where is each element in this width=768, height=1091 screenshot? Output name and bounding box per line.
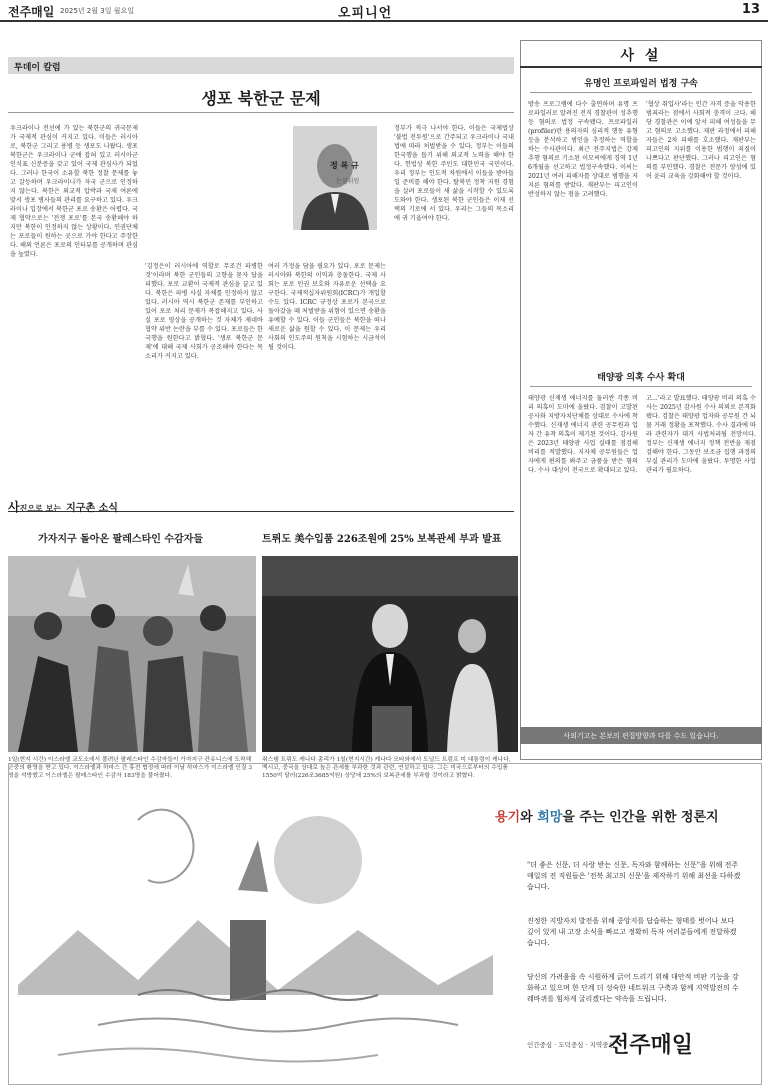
column-body-3 <box>268 262 386 488</box>
photo-title-1: 가자지구 돌아온 팔레스타인 수감자들 <box>38 534 204 545</box>
column-title: 생포 북한군 문제 <box>201 89 321 108</box>
ad-paragraph-3: 당신의 가려움을 속 시원하게 긁어 드리기 위해 대안적 비판 기능을 강화하고 있으며 한 단계 더 성숙한 네트워크 구축과 함께 지역발전의 수레바퀴를 힘차게 굴리겠다는 약속을 드립니다. <box>527 973 739 1003</box>
column-body-1 <box>10 124 138 489</box>
photo-news-initial: 사 <box>8 500 20 514</box>
column-text-2: '김정은이 러시아에 역할로 무조건 파병한 것'이라며 북한 군인들의 고향을 묻자 답을 피했다. 포로 교환이 국제적 관심을 끌고 있다. 북한은 파병 사실 자체를 인정하지 않고 있다. 러시아 역시 북한군 존재를 부인하고 있어 포로 처리 문제가 복잡해지고 있다. 사실 포로 영상을 공개하는 것 자체가 제네바 협약 위반 논란을 부를 수 있다. 포로들은 한국행을 원한다고 밝혔다. '생포 북한군 문제'에 대해 국제 사회가 공조해야 한다는 목소리가 커지고 있다. <box>145 263 263 360</box>
section-title: 오피니언 <box>338 6 393 21</box>
editorial-body-1a <box>528 100 638 340</box>
editorial-text-1a: 방송 프로그램에 다수 출연하며 유명 프로파일러로 알려진 전직 경찰관이 성추행 등 혐의로 법정 구속됐다. 프로파일러(profiler)란 용의자의 심리적 행동 유형 등을 분석하고 범인을 추정하는 역할을 하는 수사관이다. 최근 전주지법은 강제추행 혐의로 기소된 이모씨에게 징역 1년 6개월을 선고하고 법정구속했다. 이씨는 2021년 여러 피해자를 상대로 범행을 저지른 혐의를 받았다. 재판부는 피고인이 반성하지 않는 점을 고려했다. <box>528 101 638 198</box>
column-tag: 투데이 칼럼 <box>8 57 514 74</box>
photo-caption-2: 쥐스탱 트뤼도 캐나다 총리가 1일(현지시간) 캐나다 오타와에서 도널드 트럼프 미 대통령이 캐나다, 멕시코, 중국을 상대로 높은 관세를 부과한 것과 관련, 연설하고 있다. 그는 미국으로부터의 수입품 1550억 달러(226조3685억원) 상당에 25%의 보복관세를 부과할 것이라고 밝혔다. <box>262 757 511 779</box>
editorial-header: 사 설 <box>520 40 762 68</box>
author-photo <box>293 126 377 230</box>
ad-title <box>495 806 719 825</box>
page-number: 13 <box>741 2 760 17</box>
disclaimer-notice: 사외기고는 본보의 편집방향과 다를 수도 있습니다. <box>520 727 762 744</box>
ad-illustration <box>18 780 493 1080</box>
editorial-title-2: 태양광 의혹 수사 확대 <box>597 373 685 383</box>
issue-date: 2025년 2월 3일 월요일 <box>60 7 134 15</box>
column-text-3: 여러 가정을 담을 필요가 있다. 포로 문제는 러시아와 북한의 이익과 충돌한다. 국제 사회는 포로 인권 보호와 자유로운 선택을 요구한다. 국제적십자위원회(ICRC)가 개입할 수도 있다. ICRC 규정상 포로가 본국으로 돌아갔을 때 처벌받을 위험이 있으면 송환을 유예할 수 있다. 이들 군인들은 북한을 떠나 새로운 삶을 원할 수 있다. 이 문제는 우리 사회의 인도주의 원칙을 시험하는 시금석이 될 것이다. <box>268 263 386 351</box>
ad-title-rest: 을 주는 인간을 위한 정론지 <box>562 810 719 825</box>
editorial-body-2a <box>528 394 638 714</box>
editorial-text-2a: 태양광 신재생 에너지를 둘러싼 각종 비리 의혹이 도마에 올랐다. 검찰이 고발된 공사와 지방자치단체를 상대로 수사에 착수했다. 신재생 에너지 관련 공무원과 업자 간 유착 의혹이 제기된 것이다. 감사원은 2023년 태양광 사업 실태를 점검해 비리를 적발했다. 지자체 공무원들은 업자에게 편의를 봐주고 금품을 받은 혐의다. 수사 대상이 전국으로 확대되고 있다. <box>528 395 638 474</box>
editorial-text-2b: 고...'라고 발표했다. 태양광 비리 의혹 수사는 2025년 감사원 수사 의뢰로 본격화됐다. 검찰은 태양광 업자와 공무원 간 뇌물 거래 정황을 포착했다. 수사 결과에 따라 관련자가 대거 사법처리될 전망이다. 정부는 신재생 에너지 정책 전반을 재점검해야 한다. 그동안 보조금 집행 과정의 부실 관리가 도마에 올랐다. 투명한 사업 관리가 필요하다. <box>646 395 756 474</box>
column-text-1: 우크라이나 전선에 가 있는 북한군의 귀국문제가 국제적 관심이 커지고 있다. 이들은 러시아로, 북한군 그리고 용병 등 생포도 나왔다. 생포 북한군은 우크라이나 군에 잡혀 있고 러시아군 인식표 신분증을 갖고 있어 국제 관심사가 되었다. 그러나 한국이 소유할 북한 정찰 문제를 놓고 갈등하며 우크라이나가 자국 군으로 인정하지 않는다. 북한은 외교적 압박과 국제 여론에 맞서 생포 병사들의 관리를 요구하고 있다. 우크라이나 입장에서 북한군 포로 송환은 어렵다. 국제 협약으로는 '전쟁 포로'를 본국 송환해야 하지만 북한이 인정하지 않는 상황이다. 인권단체는 포로들이 원하는 곳으로 가야 한다고 주장한다. 해외 언론은 포로의 인터뷰를 공개하며 관심을 높였다. <box>10 125 138 258</box>
photo-caption-1: 1일(현지 시간) 이스라엘 교도소에서 풀려난 팔레스타인 수감자들이 가자지구 칸유니스에 도착해 군중의 환영을 받고 있다. 이스라엘과 하마스 간 휴전 협정에 따라 이날 하마스가 이스라엘 인질 3명을 석방했고 이스라엘은 팔레스타인 수감자 183명을 풀어줬다. <box>8 757 253 779</box>
column-text-4: 정부가 적극 나서야 한다. 이들은 국제법상 '불법 전투원'으로 간주되고 우크라이나 국내법에 따라 처벌받을 수 있다. 정부는 이들의 한국행을 돕기 위해 외교적 노력을 해야 한다. 헌법상 북한 주민도 대한민국 국민이다. 우리 정부는 인도적 차원에서 이들을 받아들일 준비를 해야 한다. 탈북민 정착 지원 경험을 살려 포로들이 새 삶을 시작할 수 있도록 도와야 한다. 생포된 북한 군인들은 이제 선택의 기로에 서 있다. 우리는 그들의 목소리에 귀 기울여야 한다. <box>394 125 514 222</box>
ad-paragraph-1: "더 좋은 신문, 더 사랑 받는 신문, 독자와 함께하는 신문"을 위해 전주매일의 전 직원들은 '전북 최고의 신문'을 제작하기 위해 최선을 다하겠습니다. <box>527 861 741 891</box>
divider <box>530 92 752 93</box>
column-body-4 <box>394 124 514 489</box>
page-header <box>0 0 768 22</box>
author-name: 정 복 규 <box>330 161 359 170</box>
photo-title-2: 트뤼도 美수입품 226조원에 25% 보복관세 부과 발표 <box>262 534 502 545</box>
divider <box>530 386 752 387</box>
ad-logo: 전주매일 <box>608 1033 694 1058</box>
brand-logo: 전주매일 <box>8 5 55 19</box>
divider <box>8 112 514 113</box>
photo-news-header <box>8 496 514 512</box>
ad-title-courage: 용기 <box>495 810 521 825</box>
photo-news-title: 지구촌 소식 <box>66 503 118 514</box>
author-role: 논설위원 <box>336 178 360 185</box>
ad-title-hope: 희망 <box>537 810 563 825</box>
trudeau-photo <box>262 556 518 752</box>
column-body-2 <box>145 262 263 488</box>
editorial-body-2b <box>646 394 756 714</box>
editorial-text-1b: '협상 취업사'라는 인간 자격 증을 악용한 범죄라는 점에서 사회적 충격이 크다. 해당 경찰관은 이에 앞서 피해 여성들을 무고 혐의로 고소했다. 재판 과정에서 피해자들은 2차 피해를 호소했다. 재판부는 피고인의 지위를 이용한 범행이 죄질이 나쁘다고 판단했다. 그러나 피고인은 혐의를 부인했다. 경찰은 전문가 양성에 있어 윤리 교육을 강화해야 할 것이다. <box>646 101 756 180</box>
ad-paragraph-2: 진정한 지방자치 발전을 위해 중앙지를 답습하는 형태를 벗어나 보다 깊이 있게 내 고장 소식을 빠르고 정확히 독자 여러분들에게 전달하겠습니다. <box>527 917 737 947</box>
editorial-body-1b <box>646 100 756 340</box>
ad-title-and: 와 <box>520 810 538 825</box>
editorial-title-1: 유명인 프로파일러 법정 구속 <box>584 79 698 89</box>
gaza-photo <box>8 556 256 752</box>
photo-news-label: 진으로 보는 <box>19 504 62 513</box>
ad-slogan: 인간중심 · 도덕중심 · 지역중심 <box>527 1041 615 1049</box>
